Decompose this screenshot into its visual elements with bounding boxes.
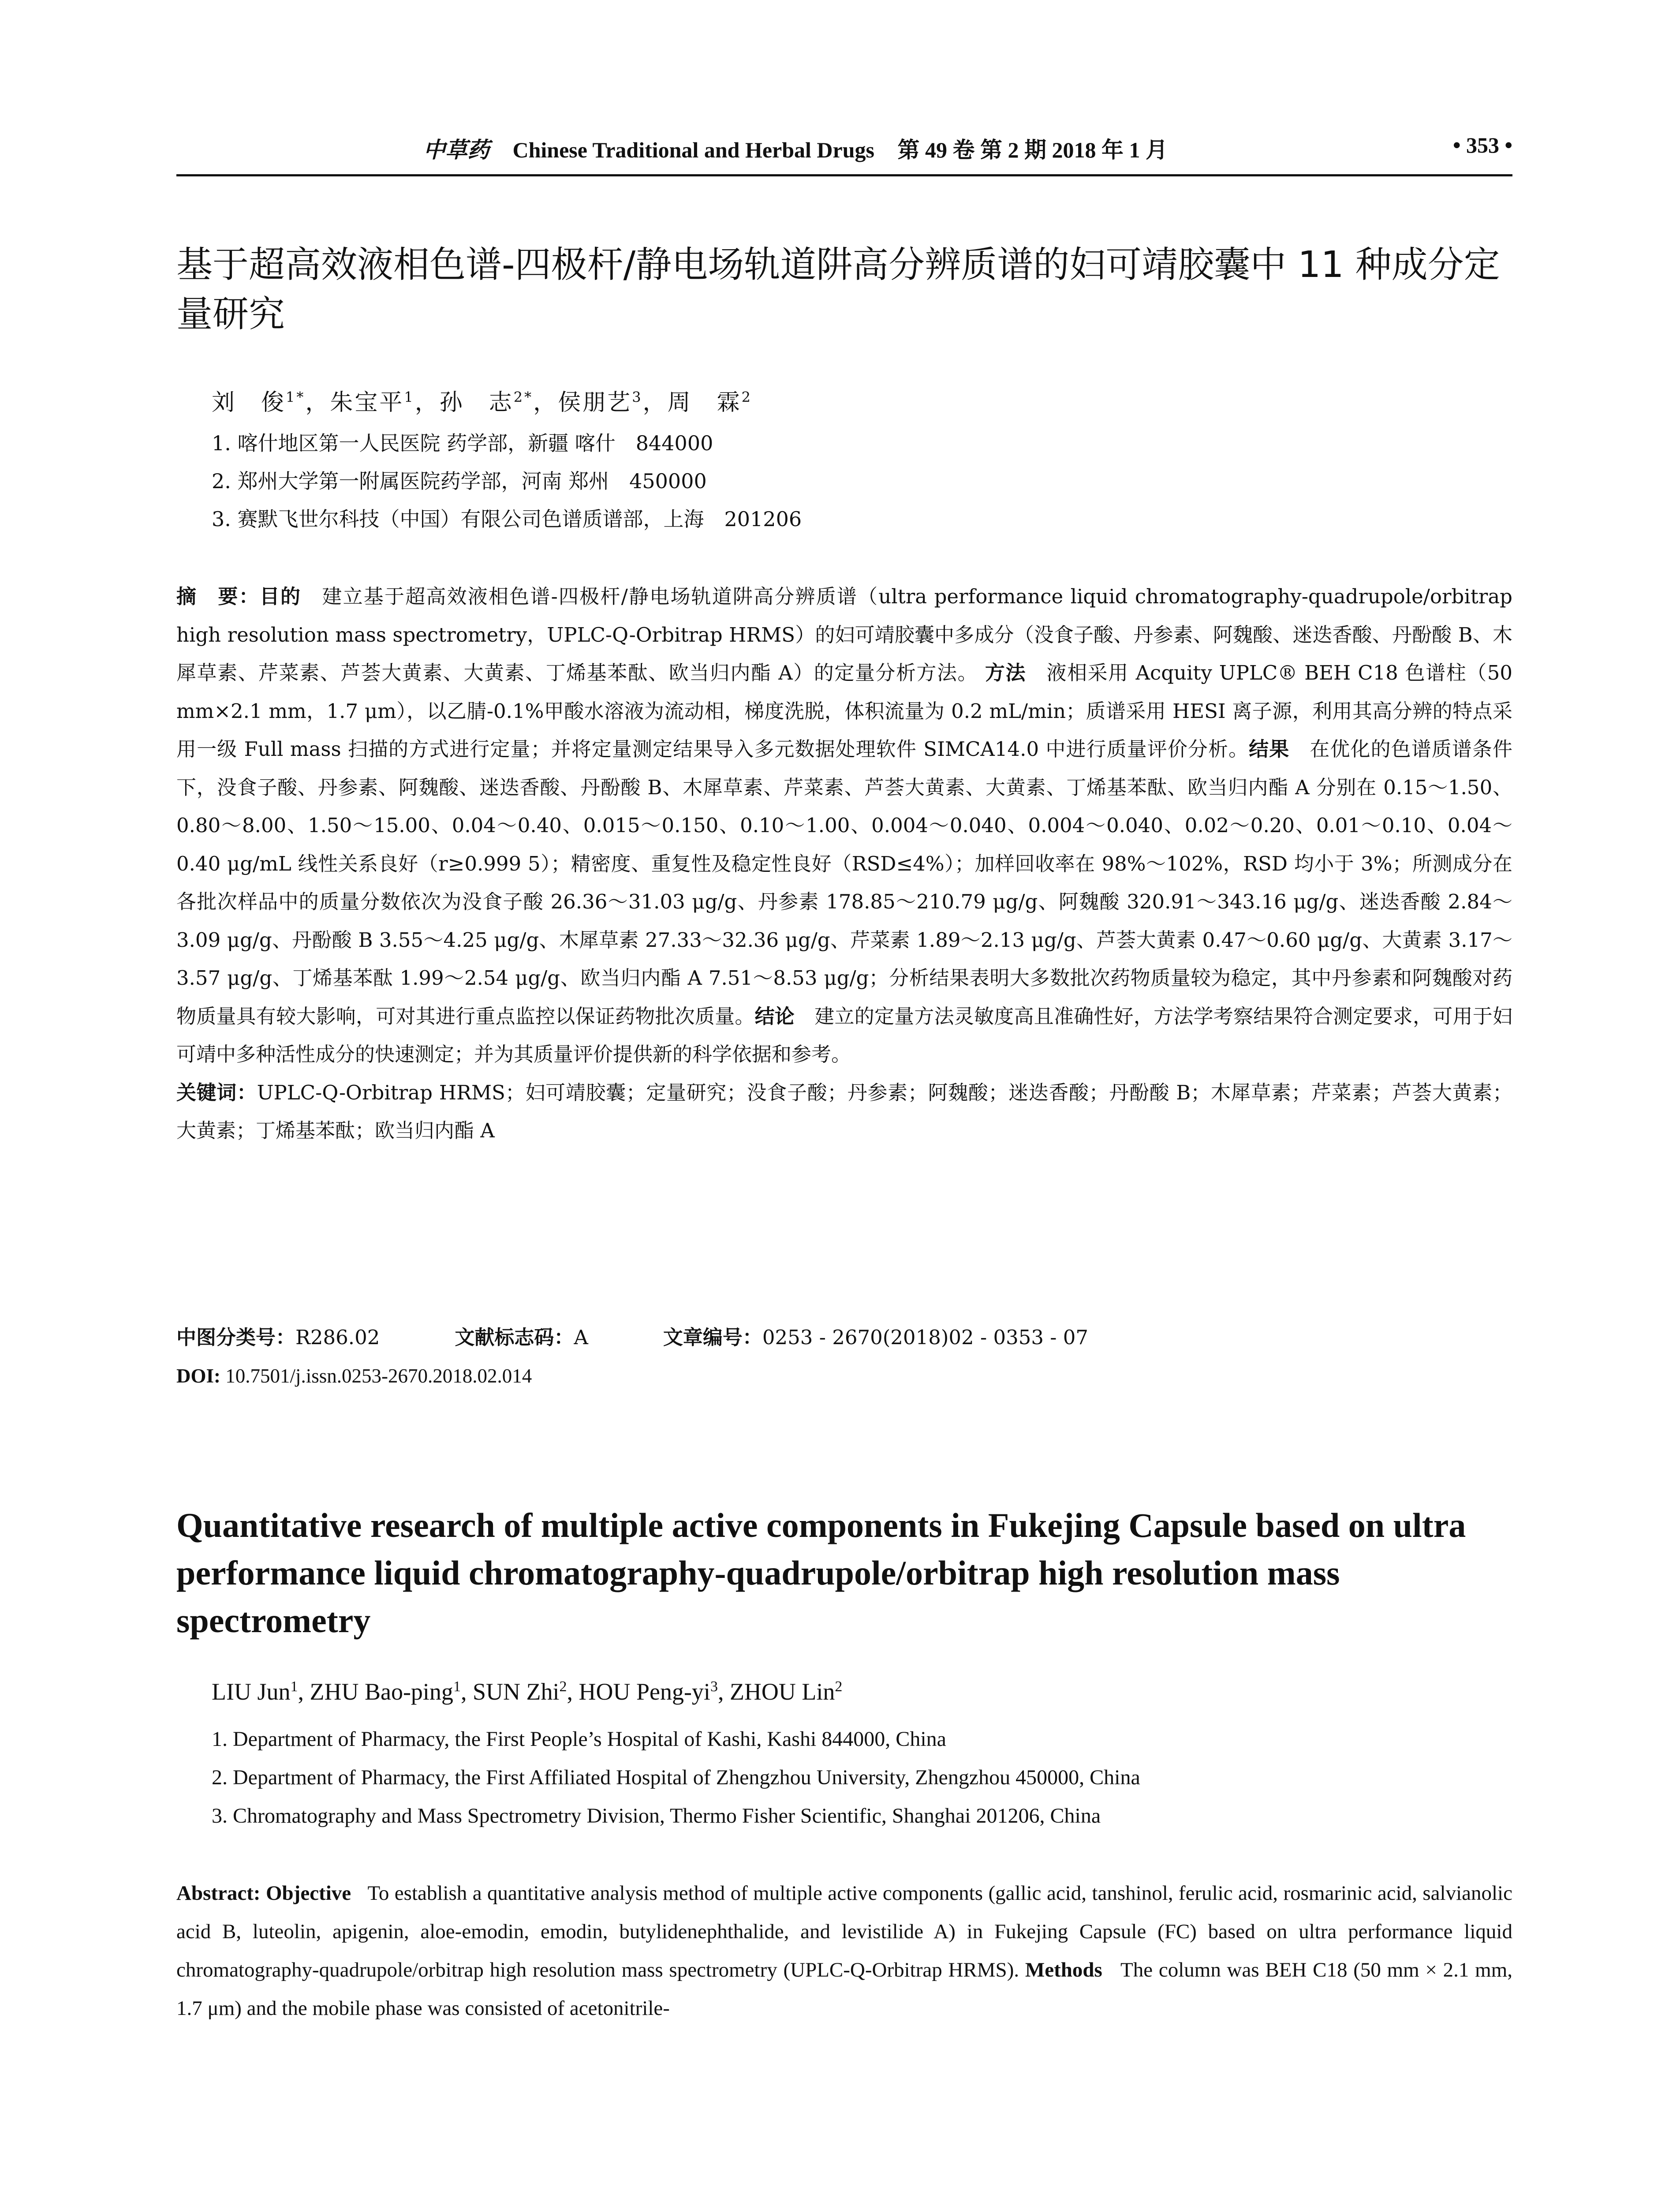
affiliation-cn: 3. 赛默飞世尔科技（中国）有限公司色谱质谱部，上海 201206 (212, 507, 802, 531)
author-sup: 2 (559, 1678, 567, 1695)
author-sup: 3 (710, 1678, 718, 1695)
clc-value: R286.02 (295, 1326, 380, 1349)
issue-info: 第 49 卷 第 2 期 2018 年 1 月 (897, 138, 1168, 162)
doc-code-label: 文献标志码： (455, 1326, 574, 1349)
journal-cn-name: 中草药 (423, 137, 489, 163)
affiliation-cn: 1. 喀什地区第一人民医院 药学部，新疆 喀什 844000 (212, 431, 713, 455)
author-en: ZHU Bao-ping (310, 1678, 453, 1705)
article-no-value: 0253 - 2670(2018)02 - 0353 - 07 (762, 1326, 1089, 1349)
author-sup: 1 (404, 389, 415, 406)
results-label: 结果 (1249, 737, 1290, 761)
author-cn: 周 霖 (667, 389, 742, 416)
keywords-text: UPLC-Q-Orbitrap HRMS；妇可靖胶囊；定量研究；没食子酸；丹参素；阿魏酸；迷迭香酸；丹酚酸 B；木犀草素；芹菜素；芦荟大黄素；大黄素；丁烯基苯酞；欧当归内酯 A (176, 1080, 1512, 1142)
doc-code-value: A (574, 1326, 588, 1349)
article-no-label: 文章编号： (663, 1326, 762, 1349)
header-rule (176, 174, 1512, 176)
title-en: Quantitative research of multiple active components in Fukejing Capsule based on ultra performance liquid chromatography-quadrupole/orbitrap high resolution mass spectrometry (176, 1506, 1466, 1640)
author-en: SUN Zhi (472, 1678, 560, 1705)
author-sup: 3 (632, 389, 643, 406)
abstract-label: 摘 要： (176, 585, 260, 608)
keywords-label: 关键词： (176, 1080, 257, 1104)
running-header (176, 132, 1512, 168)
conclusion-label: 结论 (754, 1004, 795, 1028)
author-en: LIU Jun (212, 1678, 291, 1705)
author-cn: 朱宝平 (330, 389, 404, 416)
conclusion-text: 建立的定量方法灵敏度高且准确性好，方法学考察结果符合测定要求，可用于妇可靖中多种活性成分的快速测定；并为其质量评价提供新的科学依据和参考。 (176, 1004, 1512, 1066)
author-cn: 刘 俊 (212, 389, 286, 416)
doi-value: 10.7501/j.issn.0253-2670.2018.02.014 (225, 1364, 532, 1387)
author-sup: 1 (453, 1678, 461, 1695)
affiliation-cn: 2. 郑州大学第一附属医院药学部，河南 郑州 450000 (212, 469, 707, 493)
results-text: 在优化的色谱质谱条件下，没食子酸、丹参素、阿魏酸、迷迭香酸、丹酚酸 B、木犀草素、芹菜素、芦荟大黄素、大黄素、丁烯基苯酞、欧当归内酯 A 分别在 0.15～1.50、0.80～8.00、1.50～15.00、0.04～0.40、0.015～0.150、0.10～1.00、0.004～0.040、0.004～0.040、0.02～0.20、0.01～0.10、0.04～0.40 μg/mL 线性关系良好（r≥0.999 5）；精密度、重复性及稳定性良好（RSD≤4%）；加样回收率在 98%～102%，RSD 均小于 3%；所测成分在各批次样品中的质量分数依次为没食子酸 26.36～31.03 μg/g、丹参素 178.85～210.79 μg/g、阿魏酸 320.91～343.16 μg/g、迷迭香酸 2.84～3.09 μg/g、丹酚酸 B 3.55～4.25 μg/g、木犀草素 27.33～32.36 μg/g、芹菜素 1.89～2.13 μg/g、芦荟大黄素 0.47～0.60 μg/g、大黄素 3.17～3.57 μg/g、丁烯基苯酞 1.99～2.54 μg/g、欧当归内酯 A 7.51～8.53 μg/g；分析结果表明大多数批次药物质量较为稳定，其中丹参素和阿魏酸对药物质量具有较大影响，可对其进行重点监控以保证药物批次质量。 (176, 737, 1512, 1028)
classification-block (176, 1319, 1088, 1395)
journal-en-name: Chinese Traditional and Herbal Drugs (512, 138, 874, 162)
page-number: • 353 • (1452, 133, 1512, 157)
affiliations-cn (212, 424, 802, 538)
affiliations-en (212, 1720, 1140, 1835)
paper-page (176, 132, 1513, 2020)
abstract-en (176, 1874, 1512, 2028)
affiliation-en: 1. Department of Pharmacy, the First People’s Hospital of Kashi, Kashi 844000, China (212, 1727, 946, 1751)
objective-en-text: To establish a quantitative analysis method of multiple active components (gallic acid, tanshinol, ferulic acid, rosmarinic acid, salvianolic acid B, luteolin, apigenin, aloe-emodin, emodin, butylidenephthalide, and levistilide A) in Fukejing Capsule (FC) based on ultra performance liquid chromatography-quadrupole/orbitrap high resolution mass spectrometry (UPLC-Q-Orbitrap HRMS). (176, 1882, 1512, 1981)
author-en: ZHOU Lin (729, 1678, 835, 1705)
author-cn: 孙 志 (439, 389, 514, 416)
author-sup: 1* (286, 389, 306, 406)
methods-label: 方法 (985, 661, 1026, 684)
author-sup: 1 (290, 1678, 298, 1695)
methods-text: 液相采用 Acquity UPLC® BEH C18 色谱柱（50 mm×2.1 mm，1.7 μm），以乙腈-0.1%甲酸水溶液为流动相，梯度洗脱，体积流量为 0.2 mL/min；质谱采用 HESI 离子源，利用其高分辨的特点采用一级 Full mass 扫描的方式进行定量；并将定量测定结果导入多元数据处理软件 SIMCA14.0 中进行质量评价分析。 (176, 661, 1512, 761)
abstract-cn (176, 578, 1512, 1150)
methods-en-label: Methods (1025, 1958, 1102, 1981)
author-cn: 侯朋艺 (558, 389, 632, 416)
author-sup: 2* (513, 389, 534, 406)
journal-header (423, 132, 1168, 164)
objective-label: 目的 (259, 585, 302, 608)
author-sup: 2 (741, 389, 752, 406)
clc-label: 中图分类号： (176, 1326, 296, 1349)
methods-en-text: The column was BEH C18 (50 mm × 2.1 mm, 1.7 μm) and the mobile phase was consisted of acetonitrile- (176, 1958, 1513, 2020)
affiliation-en: 2. Department of Pharmacy, the First Affiliated Hospital of Zhengzhou University, Zhengzhou 450000, China (212, 1766, 1140, 1789)
affiliation-en: 3. Chromatography and Mass Spectrometry Division, Thermo Fisher Scientific, Shanghai 201206, China (212, 1804, 1101, 1828)
doi-line (176, 1357, 1088, 1395)
abstract-en-label: Abstract: Objective (176, 1882, 351, 1905)
objective-text: 建立基于超高效液相色谱-四极杆/静电场轨道阱高分辨质谱（ultra performance liquid chromatography-quadrupole/orbitrap high resolution mass spectrometry，UPLC-Q-Orbitrap HRMS）的妇可靖胶囊中多成分（没食子酸、丹参素、阿魏酸、迷迭香酸、丹酚酸 B、木犀草素、芹菜素、芦荟大黄素、大黄素、丁烯基苯酞、欧当归内酯 A）的定量分析方法。 (176, 585, 1512, 684)
author-en: HOU Peng-yi (579, 1678, 710, 1705)
authors-cn: 刘 俊$^{1*}$，朱宝平$^1$，孙 志$^{2*}$，侯朋艺$^3$，周 霖$^2$ (212, 389, 752, 416)
authors-en: LIU Jun$^1$, ZHU Bao-ping$^1$, SUN Zhi$^2$, HOU Peng-$yi^3$, ZHOU Lin$^2$ (212, 1678, 843, 1705)
doi-label: DOI: (176, 1364, 220, 1387)
title-cn: 基于超高效液相色谱-四极杆/静电场轨道阱高分辨质谱的妇可靖胶囊中 11 种成分定量研究 (176, 244, 1500, 335)
author-sup: 2 (835, 1678, 843, 1695)
